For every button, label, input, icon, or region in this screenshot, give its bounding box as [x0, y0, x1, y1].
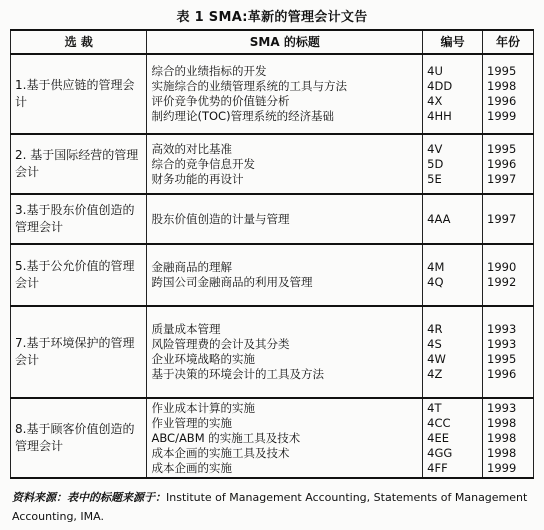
sma-title-cell — [147, 306, 423, 398]
year-text: 1993 — [487, 322, 517, 336]
code-text: 4M — [427, 260, 445, 274]
title-text: 成本企画的实施工具及技术 — [151, 445, 290, 460]
code-text: 4GG — [427, 445, 453, 460]
code-cell — [423, 398, 483, 478]
header-category: 选 裁 — [11, 30, 147, 54]
code-text: 4S — [427, 337, 442, 351]
title-text: 跨国公司金融商品的利用及管理 — [151, 275, 313, 289]
year-text: 1997 — [487, 171, 517, 186]
header-sma-title: SMA 的标题 — [147, 30, 423, 54]
title-text: 实施综合的业绩管理系统的工具与方法 — [151, 79, 347, 93]
code-text: 4Z — [427, 367, 443, 381]
category-cell: 1.基于供应链的管理会计 — [11, 54, 147, 134]
sma-title-cell — [147, 244, 423, 306]
category-cell: 8.基于顾客价值创造的管理会计 — [11, 398, 147, 478]
table-header-row — [11, 30, 534, 54]
year-text: 1998 — [487, 415, 517, 430]
year-cell — [483, 306, 534, 398]
code-text: 4FF — [427, 460, 448, 475]
year-cell — [483, 398, 534, 478]
table-row — [11, 134, 534, 194]
code-text: 4U — [427, 64, 443, 78]
header-code: 编号 — [423, 30, 483, 54]
code-text: 5E — [427, 171, 442, 186]
category-cell: 3.基于股东价值创造的管理会计 — [11, 194, 147, 244]
title-text: 质量成本管理 — [151, 322, 221, 336]
source-note — [12, 488, 534, 526]
code-cell — [423, 306, 483, 398]
year-text: 1990 — [487, 260, 517, 274]
code-text: 4HH — [427, 109, 452, 123]
source-text: Institute of Management Accounting, Statements of Management Accounting, IMA. — [12, 491, 528, 523]
year-text: 1995 — [487, 141, 517, 156]
title-text: 评价竞争优势的价值链分析 — [151, 94, 290, 108]
code-cell — [423, 244, 483, 306]
year-cell — [483, 134, 534, 194]
year-text: 1997 — [487, 211, 517, 226]
year-text: 1998 — [487, 79, 517, 93]
title-text: 股东价值创造的计量与管理 — [151, 211, 290, 226]
source-label: 资料来源：表中的标题来源于： — [12, 491, 166, 504]
code-text: 4W — [427, 352, 446, 366]
year-text: 1999 — [487, 460, 517, 475]
year-text: 1998 — [487, 430, 517, 445]
title-text: ABC/ABM 的实施工具及技术 — [151, 430, 301, 445]
code-cell — [423, 194, 483, 244]
title-text: 制约理论(TOC)管理系统的经济基础 — [151, 109, 335, 123]
table-body — [11, 54, 534, 478]
table-row — [11, 244, 534, 306]
table-row — [11, 54, 534, 134]
category-cell: 2. 基于国际经营的管理会计 — [11, 134, 147, 194]
code-text: 4AA — [427, 211, 451, 226]
title-text: 成本企画的实施 — [151, 460, 232, 475]
year-text: 1996 — [487, 367, 517, 381]
year-text: 1995 — [487, 64, 517, 78]
code-text: 4EE — [427, 430, 450, 445]
year-cell — [483, 194, 534, 244]
year-text: 1995 — [487, 352, 517, 366]
category-cell: 5.基于公允价值的管理会计 — [11, 244, 147, 306]
title-text: 高效的对比基准 — [151, 141, 232, 156]
sma-title-cell — [147, 54, 423, 134]
year-text: 1996 — [487, 94, 517, 108]
sma-title-cell — [147, 194, 423, 244]
header-year: 年份 — [483, 30, 534, 54]
code-text: 5D — [427, 156, 444, 171]
table-row — [11, 194, 534, 244]
code-text: 4CC — [427, 415, 451, 430]
title-text: 作业管理的实施 — [151, 415, 232, 430]
category-cell: 7.基于环境保护的管理会计 — [11, 306, 147, 398]
table-title: 表 1 SMA:革新的管理会计文告 — [176, 10, 368, 25]
title-text: 基于决策的环境会计的工具及方法 — [151, 367, 324, 381]
title-text: 金融商品的理解 — [151, 260, 232, 274]
title-text: 作业成本计算的实施 — [151, 400, 255, 415]
year-text: 1998 — [487, 445, 517, 460]
year-cell — [483, 244, 534, 306]
table-row — [11, 398, 534, 478]
code-text: 4DD — [427, 79, 453, 93]
sma-table — [10, 29, 534, 479]
year-text: 1992 — [487, 275, 517, 289]
code-text: 4V — [427, 141, 443, 156]
year-text: 1993 — [487, 337, 517, 351]
code-text: 4R — [427, 322, 443, 336]
year-cell — [483, 54, 534, 134]
sma-title-cell — [147, 398, 423, 478]
year-text: 1996 — [487, 156, 517, 171]
code-text: 4Q — [427, 275, 444, 289]
title-text: 财务功能的再设计 — [151, 171, 244, 186]
table-row — [11, 306, 534, 398]
code-cell — [423, 134, 483, 194]
code-text: 4X — [427, 94, 443, 108]
code-text: 4T — [427, 400, 442, 415]
title-text: 综合的业绩指标的开发 — [151, 64, 267, 78]
title-text: 风险管理费的会计及其分类 — [151, 337, 290, 351]
sma-title-cell — [147, 134, 423, 194]
year-text: 1999 — [487, 109, 517, 123]
code-cell — [423, 54, 483, 134]
title-text: 企业环境战略的实施 — [151, 352, 255, 366]
title-text: 综合的竞争信息开发 — [151, 156, 255, 171]
year-text: 1993 — [487, 400, 517, 415]
